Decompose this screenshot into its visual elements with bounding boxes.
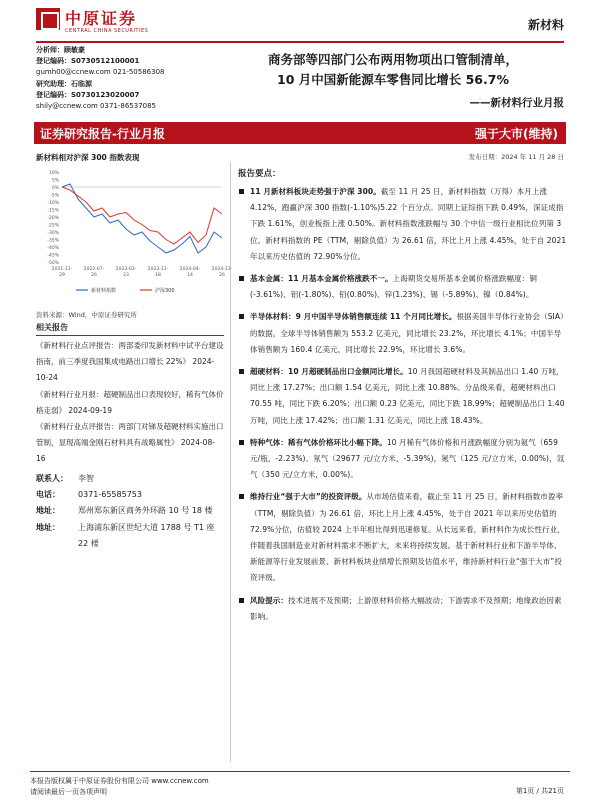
related-report-item[interactable]: 《新材料行业月报：超硬制品出口表现较好，稀有气体价格走弱》 2024-09-19 bbox=[36, 389, 224, 415]
sector-label: 新材料 bbox=[527, 18, 564, 32]
key-point-heading: 特种气体：稀有气体价格环比小幅下降。 bbox=[250, 437, 387, 447]
x-tick-label: 2022-07- bbox=[83, 267, 105, 272]
y-tick-label: -30% bbox=[47, 231, 59, 236]
x-tick-label: 26 bbox=[91, 273, 97, 278]
website-link[interactable]: www.ccnew.com bbox=[151, 777, 209, 785]
bullet-icon bbox=[239, 314, 244, 319]
x-tick-label: 2024-11- bbox=[211, 267, 233, 272]
footer-divider bbox=[30, 771, 570, 772]
key-point-body: 截至 11 月 25 日，新材料指数（万得）本月上涨 4.12%，跑赢沪深 300 指数(-1.10%)5.22 个百分点。同期上证综指下跌 0.49%，深证成指下跌 1.61%，创业板指上涨 0.50%。新材料指数涨跌幅与 30 个中信一级行业相比位列第 3 位。新材料指数的 PE（TTM，剔除负值）为 26.61 倍，环比上月上涨 4.45%，处于自 2021 年以来历史估值的 72.90%分位。 bbox=[250, 187, 567, 261]
disclaimer-note: 请阅读最后一页各项声明 bbox=[30, 788, 107, 796]
contact-row bbox=[36, 487, 224, 503]
copyright-text: 本报告版权属于中原证券股份有限公司 bbox=[30, 777, 149, 785]
performance-chart bbox=[36, 162, 233, 300]
x-tick-label: 2023-03- bbox=[115, 267, 137, 272]
y-tick-label: 0% bbox=[51, 186, 59, 191]
y-tick-label: -20% bbox=[47, 216, 59, 221]
key-point-heading: 超硬材料：10 月超硬制品出口金额同比增长。 bbox=[250, 367, 408, 377]
key-point-heading: 风险提示： bbox=[250, 595, 288, 605]
y-tick-label: 5% bbox=[51, 178, 59, 184]
footer-left bbox=[30, 776, 209, 798]
contact-info bbox=[36, 471, 224, 552]
key-point-body: 10 月稀有气体价格和月涨跌幅度分别为氦气（659 元/瓶，-2.23%)、氖气（29677 元/立方米，-5.39%)，氪气（125 元/立方米，0.00%)，氙气（350 元/立方米，0.00%)。 bbox=[250, 437, 565, 480]
contact-row bbox=[36, 520, 224, 552]
y-tick-label: 10% bbox=[48, 171, 59, 176]
key-point-body: 从市场估值来看，截止至 11 月 25 日，新材料指数市盈率（TTM，剔除负值）为 26.61 倍，环比上月上涨 4.45%，处于自 2021 年以来历史估值的 72.9%分位，估值较 2024 上半年相比得到迅速修复。从长远来看，新材料作为成长性行业，伴随着我国制造业对新材料需求不断扩大，未来将持续发展。基于新材料行业和下游半导体、新能源等行业发展前景、新材料板块业绩增长预期及估值水平，维持新材料行业“强于大市”投资评级。 bbox=[250, 492, 565, 583]
analyst-line: 登记编码：S0730512100001 bbox=[36, 57, 140, 66]
related-reports-title: 相关报告 bbox=[36, 322, 224, 336]
y-tick-label: -25% bbox=[47, 223, 59, 229]
company-logo-icon bbox=[36, 8, 60, 30]
key-point bbox=[238, 593, 568, 625]
chart-svg bbox=[36, 162, 233, 300]
x-tick-label: 29 bbox=[59, 273, 65, 278]
contact-key: 地址： bbox=[36, 506, 60, 516]
logo-text: 中原证券 bbox=[65, 9, 138, 28]
bullet-icon bbox=[239, 440, 244, 445]
report-type: 证券研究报告-行业月报 bbox=[40, 127, 165, 141]
bullet-icon bbox=[239, 598, 244, 603]
analyst-line: 登记编码：S0730123020007 bbox=[36, 90, 140, 99]
y-tick-label: -45% bbox=[47, 253, 59, 259]
title-line-2: 10 月中国新能源车零售同比增长 56.7% bbox=[277, 72, 509, 87]
contact-value: 李智 bbox=[78, 474, 94, 483]
x-tick-label: 2024-04- bbox=[179, 267, 201, 272]
x-tick-label: 26 bbox=[219, 273, 225, 278]
chart-title: 新材料相对沪深 300 指数表现 bbox=[36, 153, 140, 162]
contact-value: 0371-65585753 bbox=[78, 490, 142, 500]
contact-value: 上海浦东新区世纪大道 1788 号 T1 座 22 楼 bbox=[78, 522, 215, 548]
key-point-body: 10 月我国超硬材料及其制品出口 1.40 万吨，同比上涨 17.27%；出口额 1.54 亿美元，同比上涨 10.88%。分品级来看，超硬材料出口 70.55 吨，同比下跌 6.20%；出口额 0.23 亿美元，同比下跌 18.99%；超硬制品出口 1.40 万吨，同比上涨 17.42%；出口额 1.31 亿美元，同比上涨 18.43%。 bbox=[250, 367, 565, 425]
report-subtitle: ——新材料行业月报 bbox=[469, 97, 564, 109]
y-tick-label: -35% bbox=[47, 238, 59, 244]
contact-key: 联系人： bbox=[36, 474, 68, 483]
key-point-heading: 基本金属：11 月基本金属价格涨跌不一。 bbox=[250, 274, 393, 284]
y-tick-label: -10% bbox=[47, 201, 59, 206]
key-point-body: 技术进展不及预期；上游原材料价格大幅波动；下游需求不及预期；地缘政治因素影响。 bbox=[250, 595, 562, 621]
key-point bbox=[238, 271, 568, 303]
x-tick-label: 23 bbox=[123, 273, 129, 278]
bullet-icon bbox=[239, 276, 244, 281]
contact-value: 郑州郑东新区商务外环路 10 号 18 楼 bbox=[78, 506, 213, 516]
analyst-line: gumh00@ccnew.com 021-50586308 bbox=[36, 68, 165, 77]
header-divider bbox=[36, 41, 564, 43]
key-point-body: 根据美国半导体行业协会（SIA）的数据，全球半导体销售额为 553.2 亿美元，同比增长 23.2%，环比增长 4.1%；中国半导体销售额为 160.4 亿美元，同比增长 22.9%，环比增长 3.6%。 bbox=[250, 312, 568, 354]
y-tick-label: -15% bbox=[47, 208, 59, 214]
key-point-heading: 半导体材料：9 月中国半导体销售额连续 11 个月同比增长。 bbox=[250, 312, 457, 322]
bullet-icon bbox=[239, 189, 244, 194]
key-point bbox=[238, 364, 568, 429]
related-report-item[interactable]: 《新材料行业点评报告：两部门对锑及超硬材料实施出口管制，显现高端金刚石材料具有战略属性》 2024-08-16 bbox=[36, 422, 224, 464]
bullet-icon bbox=[239, 369, 244, 374]
key-point bbox=[238, 489, 568, 586]
chart-source: 资料来源：Wind，中原证券研究所 bbox=[36, 311, 137, 319]
x-tick-label: 14 bbox=[187, 273, 193, 278]
contact-row bbox=[36, 471, 224, 487]
key-point-body: 上海期货交易所基本金属价格涨跌幅度：铜(-3.61%)、铝(-1.80%)、铅(0.80%)、锌(1.23%)、锡（-5.89%)、镍（0.84%)。 bbox=[250, 274, 537, 300]
key-point-heading: 11 月新材料板块走势强于沪深 300。 bbox=[250, 187, 381, 196]
y-tick-label: -50% bbox=[47, 261, 59, 266]
x-tick-label: 2021-11- bbox=[51, 267, 73, 272]
contact-row bbox=[36, 503, 224, 519]
page-header bbox=[0, 0, 600, 44]
title-line-1: 商务部等四部门公布两用物项出口管制清单， bbox=[267, 52, 518, 67]
y-tick-label: -5% bbox=[50, 193, 59, 199]
x-tick-label: 2023-11- bbox=[147, 267, 169, 272]
key-point bbox=[238, 309, 568, 358]
analyst-line: 研究助理：石临源 bbox=[36, 79, 92, 88]
legend-label: 沪深300 bbox=[155, 288, 175, 294]
contact-key: 电话： bbox=[36, 490, 60, 500]
logo-english: CENTRAL CHINA SECURITIES bbox=[65, 28, 149, 34]
key-point-heading: 维持行业“强于大市”的投资评级。 bbox=[250, 492, 367, 502]
series-line-1 bbox=[62, 187, 222, 244]
bullet-icon bbox=[239, 494, 244, 499]
analyst-line: shily@ccnew.com 0371-86537085 bbox=[36, 102, 157, 111]
column-divider bbox=[230, 162, 231, 762]
key-points-heading: 报告要点： bbox=[238, 169, 281, 179]
key-point bbox=[238, 435, 568, 484]
key-point bbox=[238, 184, 568, 265]
analyst-line: 分析师：顾敏豪 bbox=[36, 46, 85, 54]
contact-key: 地址： bbox=[36, 522, 60, 532]
key-points-list bbox=[238, 184, 568, 631]
y-tick-label: -40% bbox=[47, 246, 59, 251]
legend-label: 新材料指数 bbox=[91, 288, 117, 294]
related-report-item[interactable]: 《新材料行业点评报告：两部委印发新材料中试平台建设指南，前三季度我国集成电路出口增长 22%》 2024-10-24 bbox=[36, 341, 224, 383]
analyst-info bbox=[36, 45, 216, 112]
report-title bbox=[222, 50, 564, 90]
x-tick-label: 18 bbox=[155, 273, 161, 278]
related-reports-list bbox=[36, 338, 224, 468]
report-banner bbox=[34, 122, 566, 144]
rating: 强于大市(维持) bbox=[475, 127, 558, 141]
page-number: 第1页 / 共21页 bbox=[515, 787, 564, 795]
publish-date: 发布日期：2024 年 11 月 28 日 bbox=[468, 153, 564, 161]
